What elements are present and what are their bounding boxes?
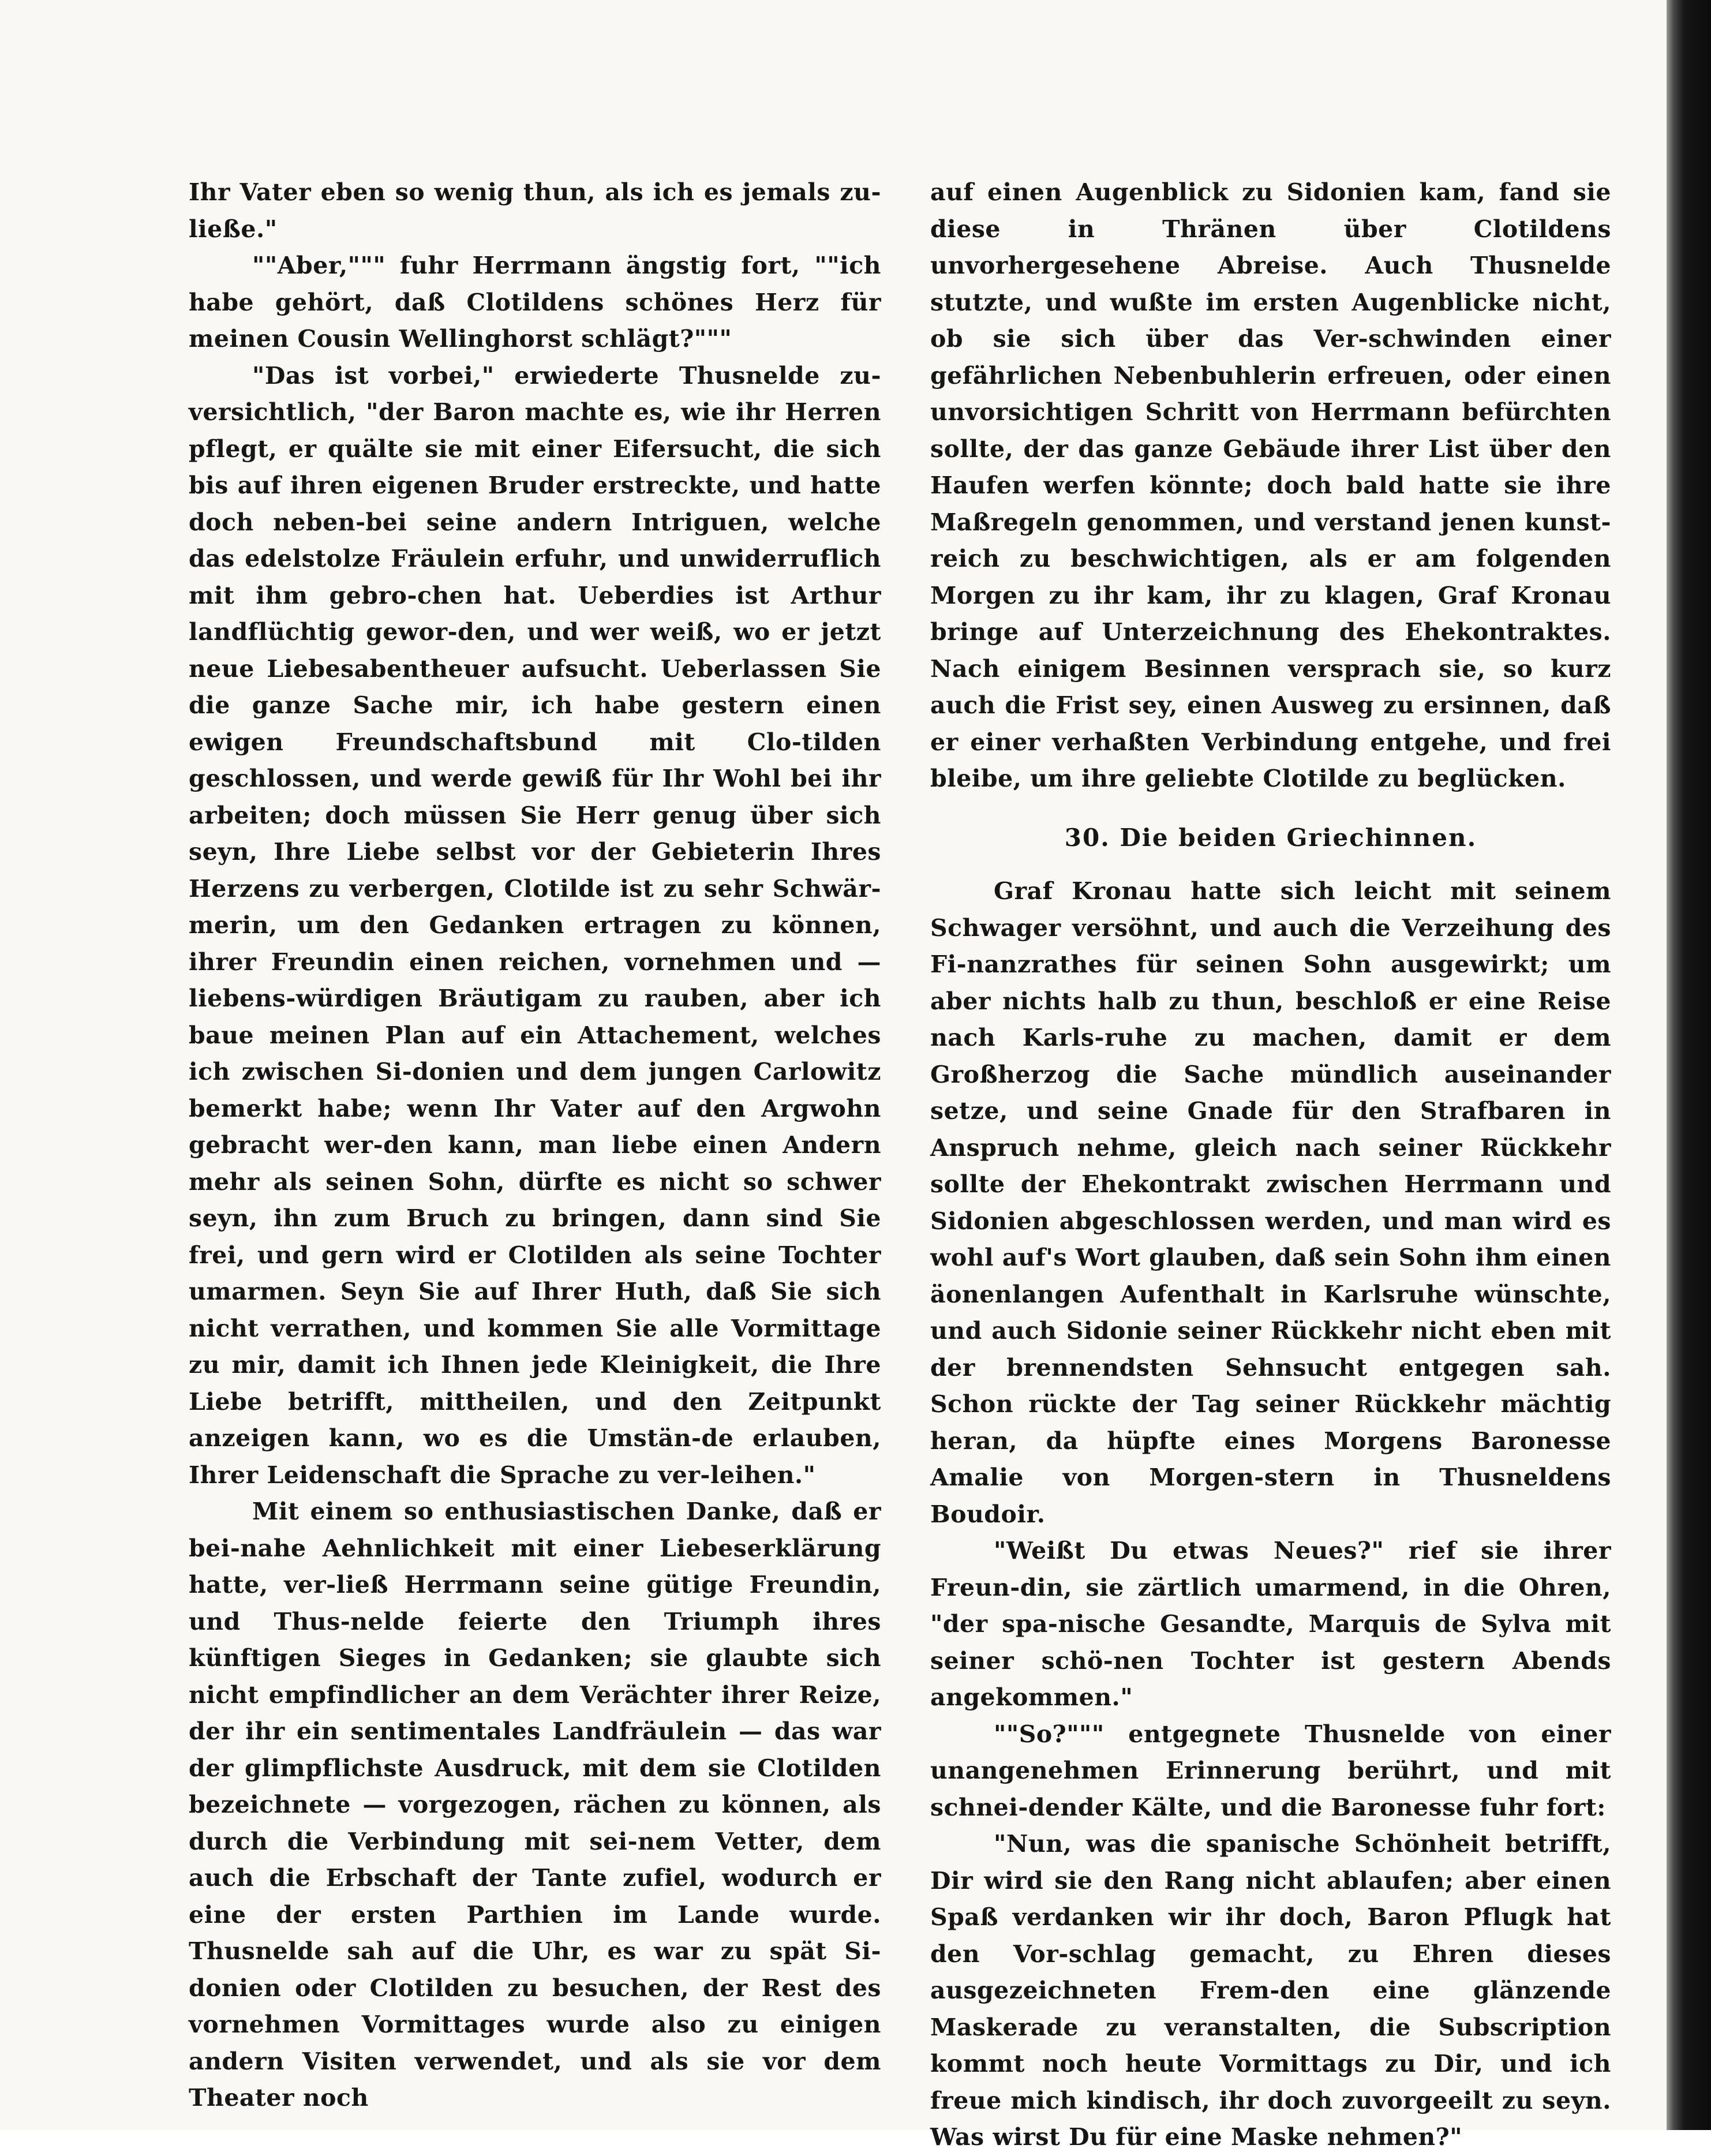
paragraph: Graf Kronau hatte sich leicht mit seinem Schwager versöhnt, und auch die Verzeihung des Fi-nanzrathes für seinen Sohn ausgewirkt; um aber nichts halb zu thun, beschloß er eine Reise nach Karls-ruhe zu machen, damit er dem Großherzog die Sache mündlich auseinander setze, und seine Gnade für den Strafbaren in Anspruch nehme, gleich nach seiner Rückkehr sollte der Ehekontrakt zwischen Herrmann und Sidonien abgeschlossen werden, und man wird es wohl auf's Wort glauben, daß sein Sohn ihm einen äonenlangen Aufenthalt in Karlsruhe wünschte, und auch Sidonie seiner Rückkehr nicht eben mit der brennendsten Sehnsucht entgegen sah. Schon rückte der Tag seiner Rückkehr mächtig heran, da hüpfte eines Morgens Baronesse Amalie von Morgen-stern in Thusneldens Boudoir.: [930, 877, 1611, 1528]
right-column: [930, 174, 1611, 2151]
paragraph: auf einen Augenblick zu Sidonien kam, fand sie diese in Thränen über Clotildens unvorhergesehene Abreise. Auch Thusnelde stutzte, und wußte im ersten Augenblicke nicht, ob sie sich über das Ver-schwinden einer gefährlichen Nebenbuhlerin erfreuen, oder einen unvorsichtigen Schritt von Herrmann befürchten sollte, der das ganze Gebäude ihrer List über den Haufen werfen könnte; doch bald hatte sie ihre Maßregeln genommen, und verstand jenen kunst-reich zu beschwichtigen, als er am folgenden Morgen zu ihr kam, ihr zu klagen, Graf Kronau bringe auf Unterzeichnung des Ehekontraktes. Nach einigem Besinnen versprach sie, so kurz auch die Frist sey, einen Ausweg zu ersinnen, daß er einer verhaßten Verbindung entgehe, und frei bleibe, um ihre geliebte Clotilde zu beglücken.: [930, 178, 1611, 792]
scan-edge: [1667, 0, 1711, 2130]
paragraph: "Nun, was die spanische Schönheit betrifft, Dir wird sie den Rang nicht ablaufen; aber einen Spaß verdanken wir ihr doch, Baron Pflugk hat den Vor-schlag gemacht, zu Ehren dieses ausgezeichneten Frem-den eine glänzende Maskerade zu veranstalten, die Subscription kommt noch heute Vormittags zu Dir, und ich freue mich kindisch, ihr doch zuvorgeeilt zu seyn. Was wirst Du für eine Maske nehmen?": [930, 1830, 1611, 2151]
paragraph: Mit einem so enthusiastischen Danke, daß er bei-nahe Aehnlichkeit mit einer Liebeserklärung hatte, ver-ließ Herrmann seine gütige Freundin, und Thus-nelde feierte den Triumph ihres künftigen Sieges in Gedanken; sie glaubte sich nicht empfindlicher an dem Verächter ihrer Reize, der ihr ein sentimentales Landfräulein — das war der glimpflichste Ausdruck, mit dem sie Clotilden bezeichnete — vorgezogen, rächen zu können, als durch die Verbindung mit sei-nem Vetter, dem auch die Erbschaft der Tante zufiel, wodurch er eine der ersten Parthien im Lande wurde. Thusnelde sah auf die Uhr, es war zu spät Si-donien oder Clotilden zu besuchen, der Rest des vornehmen Vormittages wurde also zu einigen andern Visiten verwendet, und als sie vor dem Theater noch: [189, 1498, 881, 2112]
paragraph: "Weißt Du etwas Neues?" rief sie ihrer Freun-din, sie zärtlich umarmend, in die Ohren, "der spa-nische Gesandte, Marquis de Sylva mit seiner schö-nen Tochter ist gestern Abends angekommen.": [930, 1537, 1611, 1711]
paragraph: "Das ist vorbei," erwiederte Thusnelde zu-versichtlich, "der Baron machte es, wie ihr Herren pflegt, er quälte sie mit einer Eifersucht, die sich bis auf ihren eigenen Bruder erstreckte, und hatte doch neben-bei seine andern Intriguen, welche das edelstolze Fräulein erfuhr, und unwiderruflich mit ihm gebro-chen hat. Ueberdies ist Arthur landflüchtig gewor-den, und wer weiß, wo er jetzt neue Liebesabentheuer aufsucht. Ueberlassen Sie die ganze Sache mir, ich habe gestern einen ewigen Freundschaftsbund mit Clo-tilden geschlossen, und werde gewiß für Ihr Wohl bei ihr arbeiten; doch müssen Sie Herr genug über sich seyn, Ihre Liebe selbst vor der Gebieterin Ihres Herzens zu verbergen, Clotilde ist zu sehr Schwär-merin, um den Gedanken ertragen zu können, ihrer Freundin einen reichen, vornehmen und — liebens-würdigen Bräutigam zu rauben, aber ich baue meinen Plan auf ein Attachement, welches ich zwischen Si-donien und dem jungen Carlowitz bemerkt habe; wenn Ihr Vater auf den Argwohn gebracht wer-den kann, man liebe einen Andern mehr als seinen Sohn, dürfte es nicht so schwer seyn, ihn zum Bruch zu bringen, dann sind Sie frei, und gern wird er Clotilden als seine Tochter umarmen. Seyn Sie auf Ihrer Huth, daß Sie sich nicht verrathen, und kommen Sie alle Vormittage zu mir, damit ich Ihnen jede Kleinigkeit, die Ihre Liebe betrifft, mittheilen, und den Zeitpunkt anzeigen kann, wo es die Umstän-de erlauben, Ihrer Leidenschaft die Sprache zu ver-leihen.": [189, 361, 881, 1489]
chapter-heading: 30. Die beiden Griechinnen.: [1064, 823, 1477, 852]
paragraph: ""Aber,""" fuhr Herrmann ängstig fort, ""ich habe gehört, daß Clotildens schönes Herz für meinen Cousin Wellinghorst schlägt?""": [189, 252, 881, 353]
paragraph: ""So?""" entgegnete Thusnelde von einer unangenehmen Erinnerung berührt, und mit schnei-dender Kälte, und die Baronesse fuhr fort:: [930, 1720, 1611, 1821]
paragraph: Ihr Vater eben so wenig thun, als ich es jemals zu-ließe.": [189, 178, 881, 243]
left-column: [189, 174, 881, 2112]
